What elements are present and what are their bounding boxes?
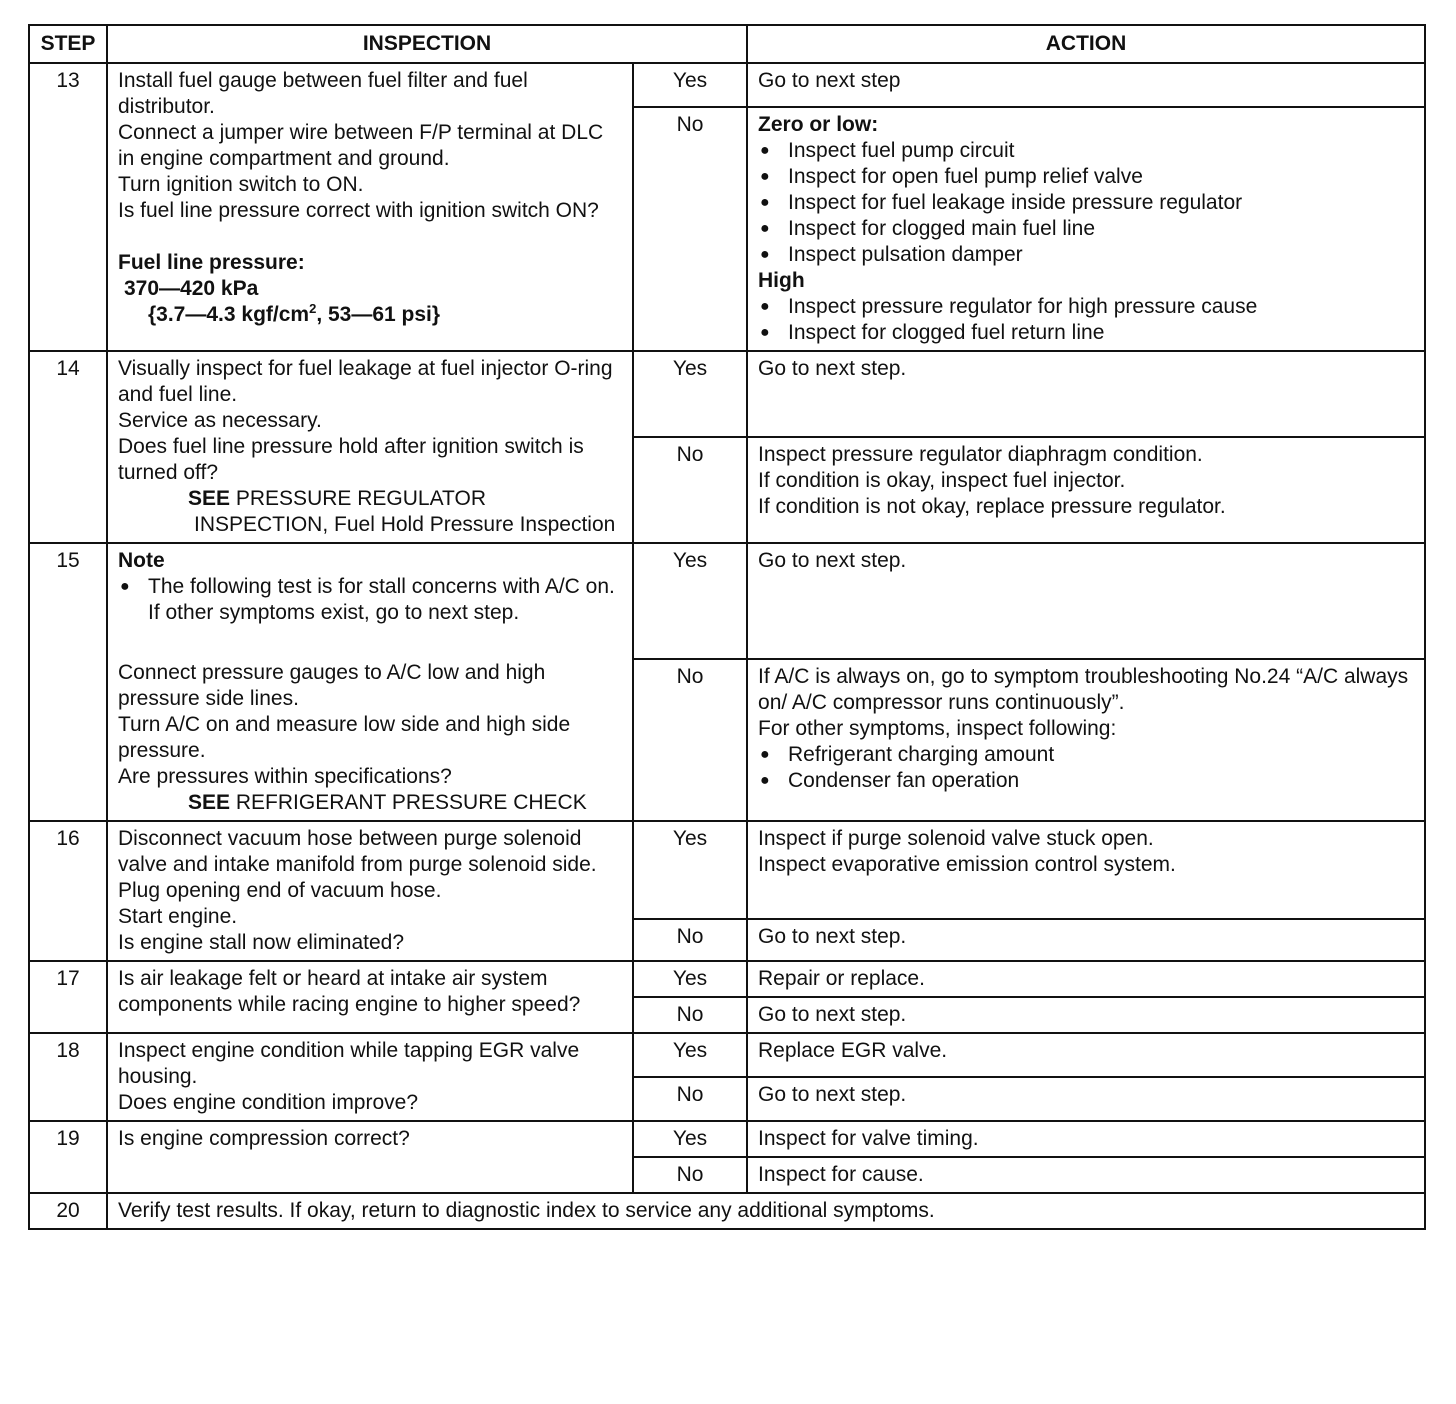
action-no: If A/C is always on, go to symptom troubleshooting No.24 “A/C always on/ A/C compressor runs continuously”. For other symptoms, inspect following: ● Refrigerant charging amount ● Condenser fan operation: [747, 659, 1425, 821]
inspection-line: Disconnect vacuum hose between purge solenoid valve and intake manifold from purge solenoid side.: [118, 827, 597, 876]
step-number: 15: [29, 543, 107, 821]
step-19-inspection: Is engine compression correct?: [107, 1121, 633, 1193]
action-yes: Replace EGR valve.: [747, 1033, 1425, 1077]
list-item: ● Inspect for clogged main fuel line: [758, 216, 1414, 242]
inspection-line: Visually inspect for fuel leakage at fuel injector O-ring and fuel line.: [118, 357, 613, 406]
see-reference: SEE PRESSURE REGULATOR: [188, 487, 486, 510]
answer-no: No: [633, 1157, 747, 1193]
action-no: Inspect for cause.: [747, 1157, 1425, 1193]
list-item: ● Inspect pressure regulator for high pressure cause: [758, 294, 1414, 320]
action-yes: Repair or replace.: [747, 961, 1425, 997]
answer-yes: Yes: [633, 1033, 747, 1077]
answer-no: No: [633, 1077, 747, 1121]
high-title: High: [758, 269, 805, 292]
action-yes: Go to next step: [747, 63, 1425, 107]
answer-no: No: [633, 997, 747, 1033]
inspection-line: Turn ignition switch to ON.: [118, 173, 364, 196]
inspection-line: Is fuel line pressure correct with ignition switch ON?: [118, 199, 599, 222]
answer-yes: Yes: [633, 821, 747, 919]
inspection-line: Connect a jumper wire between F/P terminal at DLC in engine compartment and ground.: [118, 121, 604, 170]
answer-yes: Yes: [633, 351, 747, 437]
action-yes: Go to next step.: [747, 351, 1425, 437]
step-18-yes-row: [29, 1033, 1425, 1077]
inspection-line: Does fuel line pressure hold after ignition switch is turned off?: [118, 435, 584, 484]
inspection-line: Install fuel gauge between fuel filter and fuel distributor.: [118, 69, 528, 118]
answer-no: No: [633, 107, 747, 351]
inspection-line: Is engine stall now eliminated?: [118, 931, 405, 954]
answer-no: No: [633, 437, 747, 543]
list-item: ● Inspect pulsation damper: [758, 242, 1414, 268]
step-number: 19: [29, 1121, 107, 1193]
step-13-yes-row: [29, 63, 1425, 107]
answer-yes: Yes: [633, 543, 747, 659]
action-yes: Go to next step.: [747, 543, 1425, 659]
action-no: Go to next step.: [747, 919, 1425, 961]
answer-no: No: [633, 919, 747, 961]
list-item: ● Refrigerant charging amount: [758, 742, 1414, 768]
list-item: ● Inspect for open fuel pump relief valve: [758, 164, 1414, 190]
list-item: ● Inspect for clogged fuel return line: [758, 320, 1414, 346]
step-number: 20: [29, 1193, 107, 1229]
step-14-yes-row: [29, 351, 1425, 437]
step-number: 18: [29, 1033, 107, 1121]
low-title: Zero or low:: [758, 113, 879, 136]
action-no: Go to next step.: [747, 1077, 1425, 1121]
step-15-inspection: [107, 543, 633, 821]
spec-title: Fuel line pressure:: [118, 251, 305, 274]
header-action: ACTION: [747, 25, 1425, 63]
inspection-line: Start engine.: [118, 905, 238, 928]
list-item: ● Inspect for fuel leakage inside pressure regulator: [758, 190, 1414, 216]
inspection-line: Plug opening end of vacuum hose.: [118, 879, 442, 902]
step-17-inspection: Is air leakage felt or heard at intake air system components while racing engine to higher speed?: [107, 961, 633, 1033]
action-no: [747, 107, 1425, 351]
step-16-yes-row: [29, 821, 1425, 919]
header-step: STEP: [29, 25, 107, 63]
step-20-inspection: Verify test results. If okay, return to diagnostic index to service any additional symptoms.: [107, 1193, 1425, 1229]
answer-yes: Yes: [633, 961, 747, 997]
step-18-inspection: [107, 1033, 633, 1121]
action-yes: Inspect for valve timing.: [747, 1121, 1425, 1157]
inspection-line: Inspect engine condition while tapping EGR valve housing.: [118, 1039, 580, 1088]
see-reference: SEE REFRIGERANT PRESSURE CHECK: [188, 791, 587, 814]
step-13-inspection: [107, 63, 633, 351]
answer-yes: Yes: [633, 1121, 747, 1157]
step-17-yes-row: [29, 961, 1425, 997]
inspection-line: Connect pressure gauges to A/C low and high pressure side lines.: [118, 661, 546, 710]
inspection-line: Turn A/C on and measure low side and high side pressure.: [118, 713, 571, 762]
step-number: 17: [29, 961, 107, 1033]
step-number: 16: [29, 821, 107, 961]
note-title: Note: [118, 549, 165, 572]
list-item: ● Condenser fan operation: [758, 768, 1414, 794]
step-20-row: [29, 1193, 1425, 1229]
action-no: Go to next step.: [747, 997, 1425, 1033]
inspection-line: Are pressures within specifications?: [118, 765, 452, 788]
diagnostic-table: [28, 24, 1426, 1230]
inspection-line: Does engine condition improve?: [118, 1091, 419, 1114]
note-item: ● The following test is for stall concerns with A/C on. If other symptoms exist, go to next step.: [118, 574, 622, 626]
spec-value: 370—420 kPa: [124, 277, 259, 300]
step-19-yes-row: [29, 1121, 1425, 1157]
action-yes: Inspect if purge solenoid valve stuck open. Inspect evaporative emission control system.: [747, 821, 1425, 919]
spec-alt-value: {3.7—4.3 kgf/$cm^2$, 53—61 psi}: [148, 301, 441, 326]
step-15-yes-row: [29, 543, 1425, 659]
step-16-inspection: [107, 821, 633, 961]
list-item: ● Inspect fuel pump circuit: [758, 138, 1414, 164]
step-number: 13: [29, 63, 107, 351]
answer-yes: Yes: [633, 63, 747, 107]
header-row: [29, 25, 1425, 63]
see-reference-cont: INSPECTION, Fuel Hold Pressure Inspection: [194, 513, 616, 536]
answer-no: No: [633, 659, 747, 821]
header-inspection: INSPECTION: [107, 25, 747, 63]
action-no: Inspect pressure regulator diaphragm condition. If condition is okay, inspect fuel injector. If condition is not okay, replace pressure regulator.: [747, 437, 1425, 543]
step-14-inspection: [107, 351, 633, 543]
inspection-line: Service as necessary.: [118, 409, 322, 432]
step-number: 14: [29, 351, 107, 543]
